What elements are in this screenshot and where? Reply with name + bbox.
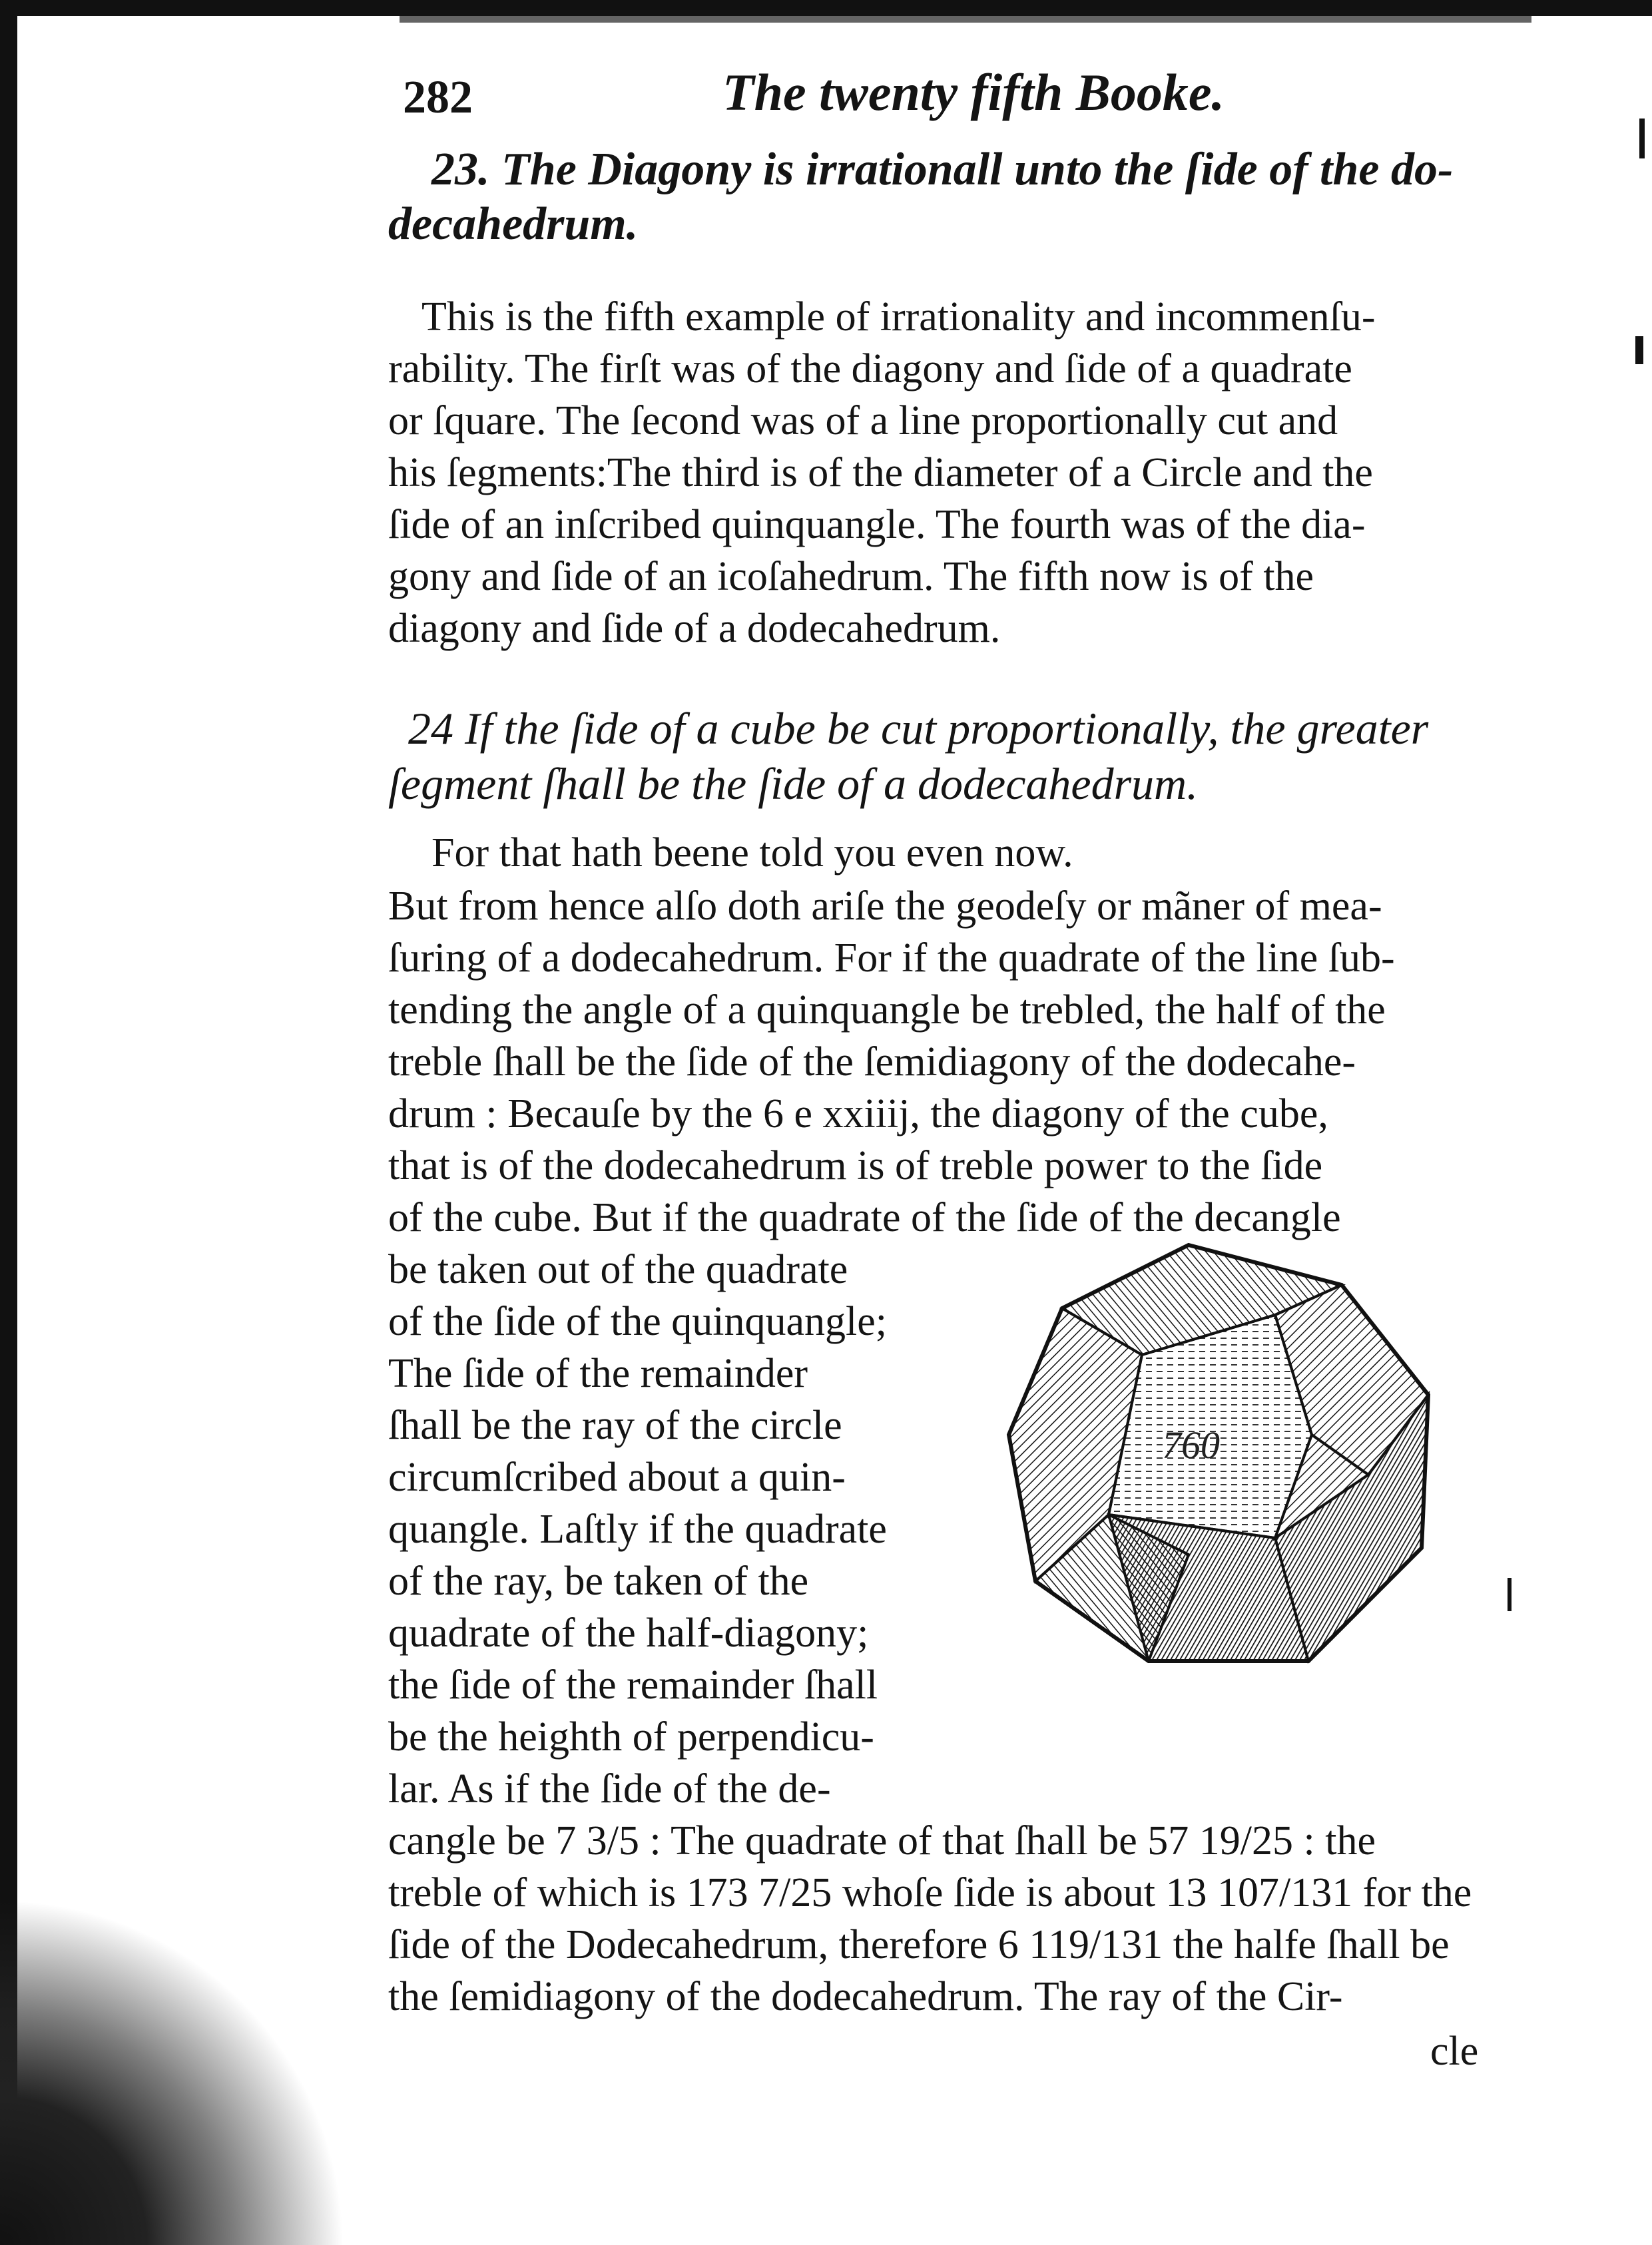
para2-line: that is of the dodecahedrum is of treble power to the ſide <box>388 1143 1323 1188</box>
page-top-edge <box>0 0 1652 16</box>
para1-line: gony and ſide of an icoſahedrum. The fifth now is of the <box>388 554 1314 599</box>
para2-end-line: ſide of the Dodecahedrum, therefore 6 119/131 the halfe ſhall be <box>388 1922 1450 1967</box>
para2-narrow-line: quangle. Laſtly if the quadrate <box>388 1507 887 1552</box>
prop23-heading-line2: decahedrum. <box>388 198 639 250</box>
prop24-heading-line2: ſegment ſhall be the ſide of a dodecahedrum. <box>388 758 1199 809</box>
para1-line: This is the fifth example of irrationality and incommenſu- <box>421 294 1376 340</box>
para2-end-line: treble of which is 173 7/25 whoſe ſide is about 13 107/131 for the <box>388 1870 1472 1915</box>
para2-narrow-line: quadrate of the half-diagony; <box>388 1611 869 1656</box>
para2-line: treble ſhall be the ſide of the ſemidiagony of the dodecahe- <box>388 1039 1356 1085</box>
para2-line: But from hence alſo doth ariſe the geodeſy or mãner of mea- <box>388 883 1382 929</box>
para2-line: of the cube. But if the quadrate of the ſide of the decangle <box>388 1195 1341 1240</box>
running-title: The twenty fifth Booke. <box>722 63 1225 121</box>
prop24-heading-line1: 24 If the ſide of a cube be cut proportionally, the greater <box>408 703 1429 754</box>
para2-narrow-line: lar. As if the ſide of the de- <box>388 1766 831 1812</box>
binding-shadow <box>0 1897 346 2245</box>
para2-narrow-line: the ſide of the remainder ſhall <box>388 1662 878 1708</box>
para2-line: ſuring of a dodecahedrum. For if the quadrate of the line ſub- <box>388 935 1395 981</box>
para2-narrow-line: ſhall be the ray of the circle <box>388 1403 842 1448</box>
margin-mark <box>1635 336 1643 364</box>
para1-line: his ſegments:The third is of the diameter of a Circle and the <box>388 450 1373 495</box>
para2-narrow-line: be taken out of the quadrate <box>388 1247 848 1292</box>
para1-line: or ſquare. The ſecond was of a line proportionally cut and <box>388 398 1338 443</box>
para2-narrow-line: be the heighth of perpendicu- <box>388 1714 874 1760</box>
margin-mark <box>1639 119 1645 158</box>
para2-narrow-line: of the ray, be taken of the <box>388 1559 809 1604</box>
prop23-heading-line1: 23. The Diagony is irrationall unto the ſide of the do- <box>431 144 1454 195</box>
para2-end-line: cangle be 7 3/5 : The quadrate of that ſhall be 57 19/25 : the <box>388 1818 1376 1864</box>
para2-line: tending the angle of a quinquangle be trebled, the half of the <box>388 987 1386 1033</box>
para2-line: For that hath beene told you even now. <box>431 830 1073 875</box>
page-number: 282 <box>403 72 473 123</box>
para2-narrow-line: circumſcribed about a quin- <box>388 1455 846 1500</box>
page-top-shadow <box>400 16 1531 23</box>
dodecahedron-figure <box>995 1235 1462 1681</box>
para1-line: ſide of an inſcribed quinquangle. The fourth was of the dia- <box>388 502 1366 547</box>
figure-label: 760 <box>1162 1423 1220 1467</box>
margin-mark <box>1508 1578 1512 1611</box>
para1-line: diagony and ſide of a dodecahedrum. <box>388 606 1001 651</box>
catchword: cle <box>1430 2029 1479 2074</box>
para1-line: rability. The firſt was of the diagony and ſide of a quadrate <box>388 346 1352 391</box>
para2-narrow-line: of the ſide of the quinquangle; <box>388 1299 887 1344</box>
para2-narrow-line: The ſide of the remainder <box>388 1351 808 1396</box>
para2-line: drum : Becauſe by the 6 e xxiiij, the diagony of the cube, <box>388 1091 1328 1136</box>
para2-end-line: the ſemidiagony of the dodecahedrum. The ray of the Cir- <box>388 1974 1343 2019</box>
